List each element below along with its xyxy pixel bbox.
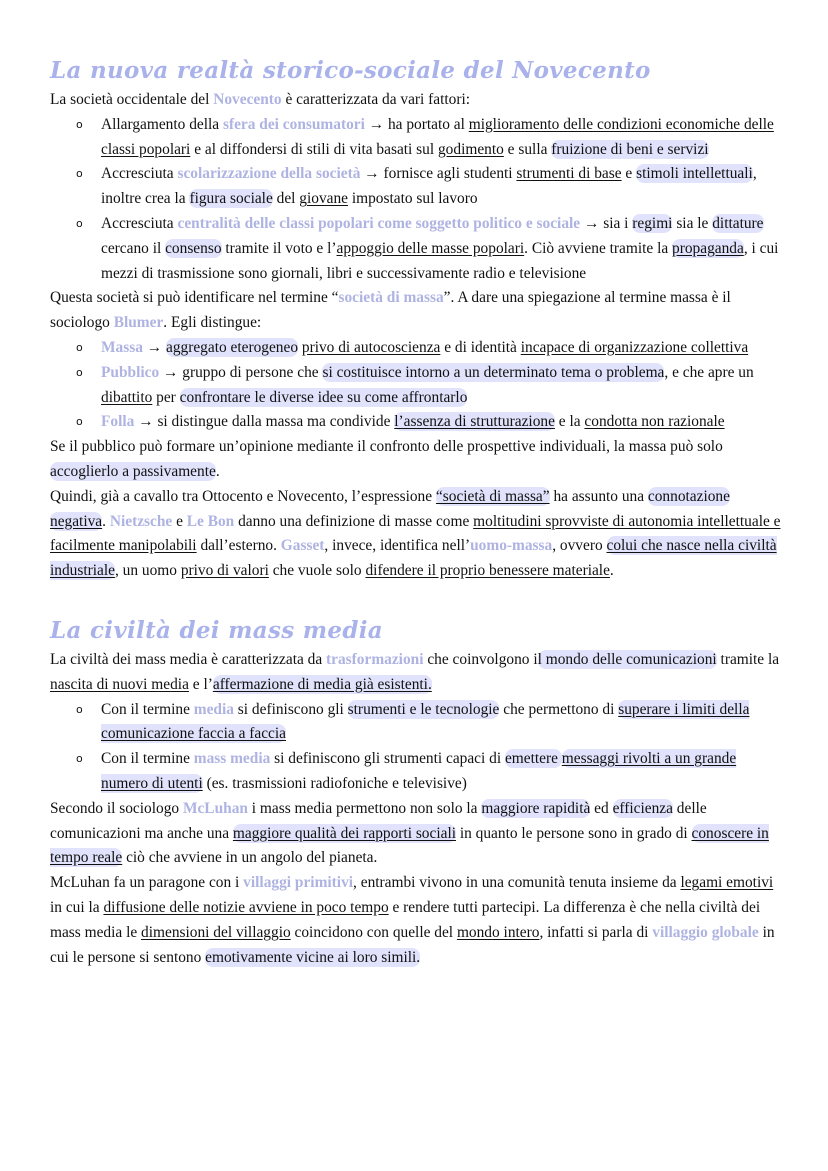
text-run: ”. A dare una spiegazione al termine massa è il sociologo	[50, 289, 731, 332]
text-run: e	[621, 165, 637, 183]
text-run: , inoltre crea la	[101, 165, 757, 208]
highlighted-text: connotazione	[647, 487, 730, 505]
list-item	[50, 747, 782, 797]
highlighted-text: dittature	[712, 214, 764, 232]
text-run: Con il termine	[101, 750, 194, 768]
text-run: che vuole solo	[268, 562, 366, 580]
keyword: Blumer	[113, 314, 164, 332]
bullet-list	[50, 698, 782, 797]
highlighted-text: stimoli intellettuali	[636, 165, 753, 183]
highlighted-text: nascita di nuovi media	[50, 675, 189, 693]
section-heading: La nuova realtà storico-sociale del Novecento	[50, 57, 651, 84]
highlighted-text: incapace di organizzazione collettiva	[520, 338, 749, 356]
highlighted-text: aggregato eterogeneo	[166, 338, 299, 356]
text-run: , entrambi vivono in una comunità tenuta insieme da	[353, 874, 681, 892]
bullet-circle-icon: o	[76, 415, 83, 429]
highlighted-text: l’assenza di strutturazione	[394, 413, 555, 431]
text-run: → fornisce agli studenti	[360, 165, 517, 183]
keyword: società di massa	[338, 289, 444, 307]
highlighted-text: strumenti e le tecnologie	[347, 700, 500, 718]
list-item	[50, 212, 782, 286]
text-run: e al diffondersi di stili di vita basati sul	[190, 140, 438, 158]
highlighted-text: maggiore qualità dei rapporti sociali	[232, 824, 456, 842]
keyword: Novecento	[213, 91, 282, 108]
bullet-circle-icon: o	[76, 702, 83, 716]
text-run: La civiltà dei mass media è caratterizzata da	[50, 650, 327, 668]
text-run: , i cui mezzi di trasmissione sono giornali, libri e successivamente radio e televisione	[101, 239, 779, 282]
text-run: e la	[554, 413, 585, 431]
text-run: . Ciò avviene tramite la	[524, 239, 673, 257]
paragraph	[50, 871, 782, 970]
text-run: . Egli distingue:	[163, 314, 262, 332]
text-run: per	[152, 388, 180, 406]
text-run: che coinvolgono i	[423, 650, 538, 668]
highlighted-text: appoggio delle masse popolari	[336, 239, 525, 257]
document-page	[50, 54, 782, 970]
list-item	[50, 162, 782, 212]
highlighted-text: mondo intero	[456, 923, 540, 941]
text-run: in quanto le persone sono in grado di	[456, 824, 692, 842]
keyword: villaggio globale	[652, 923, 759, 941]
text-run: impostato sul lavoro	[348, 190, 478, 208]
text-run: e rendere tutti partecipi. La differenza è che nella civiltà dei mass media le	[50, 898, 761, 941]
list-item	[50, 410, 782, 435]
text-run: dall’esterno.	[196, 537, 281, 555]
bullet-list	[50, 113, 782, 287]
highlighted-text: “società di massa”	[435, 487, 550, 505]
text-run: , un uomo	[114, 562, 181, 580]
text-run: e l’	[188, 675, 213, 693]
text-run: , e che apre un	[664, 363, 754, 381]
highlighted-text: strumenti di base	[516, 165, 622, 183]
list-item	[50, 361, 782, 411]
text-run: → ha portato al	[364, 115, 469, 133]
text-run: .	[215, 462, 220, 480]
highlighted-text: giovane	[299, 190, 349, 208]
highlighted-text: privo di autocoscienza	[301, 338, 441, 356]
text-run: , ovvero	[552, 537, 607, 555]
text-run: ha assunto una	[549, 487, 648, 505]
highlighted-text: godimento	[437, 140, 504, 158]
keyword: Gasset	[280, 537, 325, 555]
bullet-circle-icon: o	[76, 167, 83, 181]
keyword: McLuhan	[182, 799, 248, 817]
text-run: ed	[590, 799, 613, 817]
text-run: e sulla	[503, 140, 552, 158]
text-run: Allargamento della	[101, 115, 223, 133]
keyword: centralità delle classi popolari come soggetto politico e sociale	[177, 214, 581, 232]
highlighted-text: moltitudini sprovviste di autonomia intellettuale e facilmente manipolabili	[50, 512, 781, 555]
highlighted-text: emettere	[504, 750, 562, 768]
highlighted-text: superare i limiti della comunicazione faccia a faccia	[101, 700, 750, 743]
highlighted-text: affermazione di media già esistenti.	[212, 675, 432, 693]
keyword: Massa	[101, 338, 143, 356]
text-run: Questa società si può identificare nel termine “	[50, 289, 339, 307]
text-run: è caratterizzata da vari fattori:	[281, 91, 471, 108]
highlighted-text: legami emotivi	[680, 874, 774, 892]
text-run: sia le	[672, 214, 713, 232]
text-run: in cui le persone si sentono	[50, 923, 775, 966]
highlighted-text: miglioramento delle condizioni economiche delle classi popolari	[101, 115, 774, 158]
highlighted-text: propaganda	[672, 239, 744, 257]
highlighted-text: conoscere in tempo reale	[50, 824, 769, 867]
text-run: .	[609, 562, 614, 580]
highlighted-text: colui che nasce nella civiltà industriale	[50, 537, 777, 580]
text-run: .	[102, 512, 110, 530]
paragraph	[50, 88, 782, 113]
highlighted-text: dimensioni del villaggio	[141, 923, 291, 941]
text-run: i mass media permettono non solo la	[247, 799, 482, 817]
keyword: scolarizzazione della società	[177, 165, 361, 183]
keyword: media	[193, 700, 234, 718]
keyword: mass media	[193, 750, 271, 768]
bullet-circle-icon: o	[76, 752, 83, 766]
text-run: La società occidentale del	[50, 91, 214, 108]
highlighted-text: efficienza	[612, 799, 673, 817]
keyword: sfera dei consumatori	[222, 115, 365, 133]
highlighted-text: difendere il proprio benessere materiale	[365, 562, 610, 580]
text-run: ciò che avviene in un angolo del pianeta.	[122, 849, 378, 867]
text-run: che permettono di	[499, 700, 619, 718]
text-run: Accresciuta	[101, 165, 178, 183]
bullet-circle-icon: o	[76, 365, 83, 379]
highlighted-text: negativa	[50, 512, 103, 530]
paragraph	[50, 286, 782, 336]
text-run: →	[142, 338, 166, 356]
text-run: cercano il	[101, 239, 166, 257]
highlighted-text: messaggi rivolti a un grande numero di utenti	[101, 750, 737, 792]
text-run: coincidono con quelle del	[290, 923, 457, 941]
text-run: → gruppo di persone che	[159, 363, 323, 381]
highlighted-text: figura sociale	[189, 190, 273, 208]
list-item	[50, 698, 782, 748]
highlighted-text: si costituisce intorno a un determinato tema o problema	[322, 363, 665, 381]
text-run: Con il termine	[101, 700, 194, 718]
highlighted-text: emotivamente vicine ai loro simili.	[205, 948, 421, 966]
keyword: Pubblico	[101, 363, 160, 381]
paragraph	[50, 435, 782, 485]
keyword: Folla	[101, 413, 135, 431]
highlighted-text: fruizione di beni e servizi	[551, 140, 709, 158]
bullet-circle-icon: o	[76, 340, 83, 354]
text-run: del	[272, 190, 300, 208]
highlighted-text: accoglierlo a passivamente	[50, 462, 216, 480]
highlighted-text: privo di valori	[180, 562, 269, 580]
text-run: Accresciuta	[101, 214, 178, 232]
text-run: si definiscono gli strumenti capaci di	[270, 750, 505, 768]
text-run: tramite il voto e l’	[221, 239, 337, 257]
text-run: Secondo il sociologo	[50, 799, 183, 817]
keyword: villaggi primitivi	[243, 874, 354, 892]
keyword: Le Bon	[186, 512, 235, 530]
text-run: (es. trasmissioni radiofoniche e televisive)	[202, 774, 467, 792]
highlighted-text: maggiore rapidità	[481, 799, 591, 817]
text-run: Se il pubblico può formare un’opinione mediante il confronto delle prospettive individuali, la massa può solo	[50, 438, 723, 456]
highlighted-text: condotta non razionale	[584, 413, 725, 431]
text-run: e di identità	[440, 338, 521, 356]
text-run: → sia i	[580, 214, 633, 232]
section-heading: La civiltà dei mass media	[50, 616, 383, 644]
text-run: Quindi, già a cavallo tra Ottocento e Novecento, l’espressione	[50, 487, 436, 505]
highlighted-text: diffusione delle notizie avviene in poco tempo	[103, 898, 389, 916]
list-item	[50, 113, 782, 163]
text-run: → si distingue dalla massa ma condivide	[134, 413, 395, 431]
text-run: , invece, identifica nell’	[324, 537, 471, 555]
keyword: Nietzsche	[109, 512, 173, 530]
keyword: uomo-massa	[470, 537, 553, 555]
text-run: in cui la	[50, 898, 104, 916]
text-run: , infatti si parla di	[539, 923, 653, 941]
bullet-circle-icon: o	[76, 117, 83, 131]
paragraph	[50, 485, 782, 584]
highlighted-text: regimi	[632, 214, 673, 232]
paragraph	[50, 797, 782, 871]
text-run: delle comunicazioni ma anche una	[50, 799, 707, 842]
text-run: McLuhan fa un paragone con i	[50, 874, 244, 892]
text-run: si definiscono gli	[233, 700, 348, 718]
bullet-circle-icon: o	[76, 216, 83, 230]
text-run: e	[172, 512, 187, 530]
bullet-list	[50, 336, 782, 435]
highlighted-text: dibattito	[101, 388, 153, 406]
highlighted-text: confrontare le diverse idee su come affrontarlo	[179, 388, 468, 406]
text-run: danno una definizione di masse come	[234, 512, 474, 530]
highlighted-text: consenso	[165, 239, 222, 257]
text-run: tramite la	[716, 650, 780, 668]
highlighted-text: l mondo delle comunicazioni	[537, 650, 717, 668]
list-item	[50, 336, 782, 361]
paragraph	[50, 648, 782, 698]
keyword: trasformazioni	[326, 650, 424, 668]
